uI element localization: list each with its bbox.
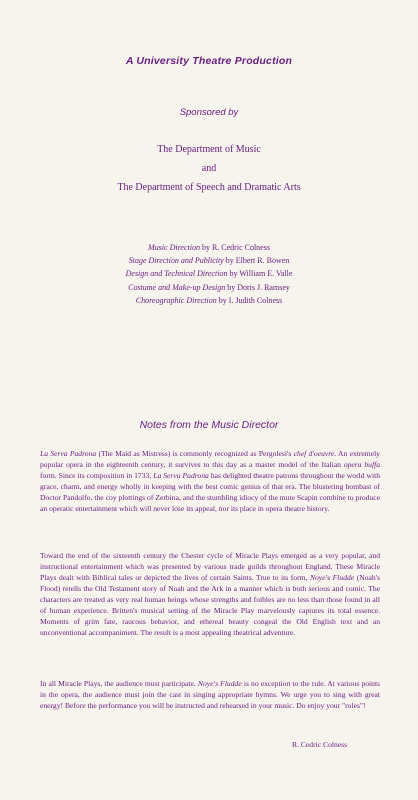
production-heading: A University Theatre Production <box>125 55 293 67</box>
credit-by: by <box>218 295 227 305</box>
para-text: form. Since its composition in 1733, <box>40 471 154 480</box>
para-text: is no exception to the rule. At various points in the opera, the audience must join the cast in singing appropriate hymns. We urge you to sing with great energy! Before the performance you will be instructed and rehearsed in your music. Do enjoy your "roles"! <box>40 679 381 710</box>
credit-name: Doris J. Ramsey <box>237 282 290 292</box>
credit-by: by <box>227 282 236 292</box>
department-speech: The Department of Speech and Dramatic Arts <box>117 182 301 193</box>
para-text: Noye's Fludde <box>309 573 355 582</box>
credit-by: by <box>229 269 238 279</box>
credit-line <box>0 241 418 254</box>
para-text: Toward the end of the sixteenth century the Chester cycle of Miracle Plays emerged as a very popular, and instructional entertainment which was presented by various trade guilds throughout England. These Miracle Plays dealt with Biblical tales or depicted the lives of certain Saints. True to its form, <box>40 551 380 582</box>
paragraph-serva-padrona <box>40 448 380 514</box>
credit-by: by <box>225 256 234 266</box>
department-music: The Department of Music <box>157 144 261 155</box>
signature: R. Cedric Colness <box>292 740 348 749</box>
credit-role: Costume and Make-up Design <box>128 282 226 292</box>
credit-role: Stage Direction and Publicity <box>128 256 224 266</box>
para-text: (Noah's Flood) retells the Old Testament story of Noah and the Ark in a manner which is both serious and comic. The characters are treated as very real human beings whose strengths and foibles are no less than those found in all of human experience. Britten's musical setting of the Miracle Play marvelously captures its total essence. Moments of grim fate, raucous behavior, and ethereal beauty congeal the Old English text and an unconventional accompaniment. The result is a most appealing theatrical adventure. <box>40 573 381 637</box>
para-text: La Serva Padrona <box>40 449 97 458</box>
para-text: La Serva Padrona <box>153 471 209 480</box>
credit-line <box>0 281 418 294</box>
para-text: opera buffa <box>343 460 380 469</box>
credit-name: Elbert R. Bowen <box>235 256 290 266</box>
credit-role: Choreographic Direction <box>135 295 217 305</box>
credits-list <box>0 241 418 307</box>
credit-name: I. Judith Colness <box>228 295 283 305</box>
credit-role: Design and Technical Direction <box>125 269 228 279</box>
para-text: chef d'oeuvre <box>293 449 335 458</box>
paragraph-noyes-fludde <box>40 550 380 638</box>
credit-name: R. Cedric Colness <box>211 243 270 252</box>
para-text: . An extremely popular opera in the eighteenth century, it survives to this day as a master model of the Italian <box>40 449 380 469</box>
notes-title: Notes from the Music Director <box>139 419 279 431</box>
para-text: has delighted theatre patrons throughout the world with grace, charm, and energy wholly in keeping with the best comic genius of that era. The blustering bombast of Doctor Pandolfo, the coy plottings of Zerbina, and the stumbling idiocy of the mute Scapin combine to produce an operatic entertainment which will never lose its appeal, nor its place in opera theatre history. <box>40 471 381 513</box>
para-text: (The Maid as Mistress) is commonly recognized as Pergolesi's <box>96 449 294 458</box>
credit-line <box>0 254 418 267</box>
credit-name: William E. Valle <box>239 269 293 279</box>
department-and: and <box>201 163 217 174</box>
paragraph-audience <box>40 678 380 711</box>
para-text: In all Miracle Plays, the audience must participate. <box>40 679 198 688</box>
credit-line <box>0 267 418 280</box>
credit-by: by <box>201 243 210 252</box>
credit-line <box>0 294 418 307</box>
sponsored-by-label: Sponsored by <box>179 107 239 118</box>
para-text: Noye's Fludde <box>197 679 242 688</box>
credit-role: Music Direction <box>148 243 200 252</box>
